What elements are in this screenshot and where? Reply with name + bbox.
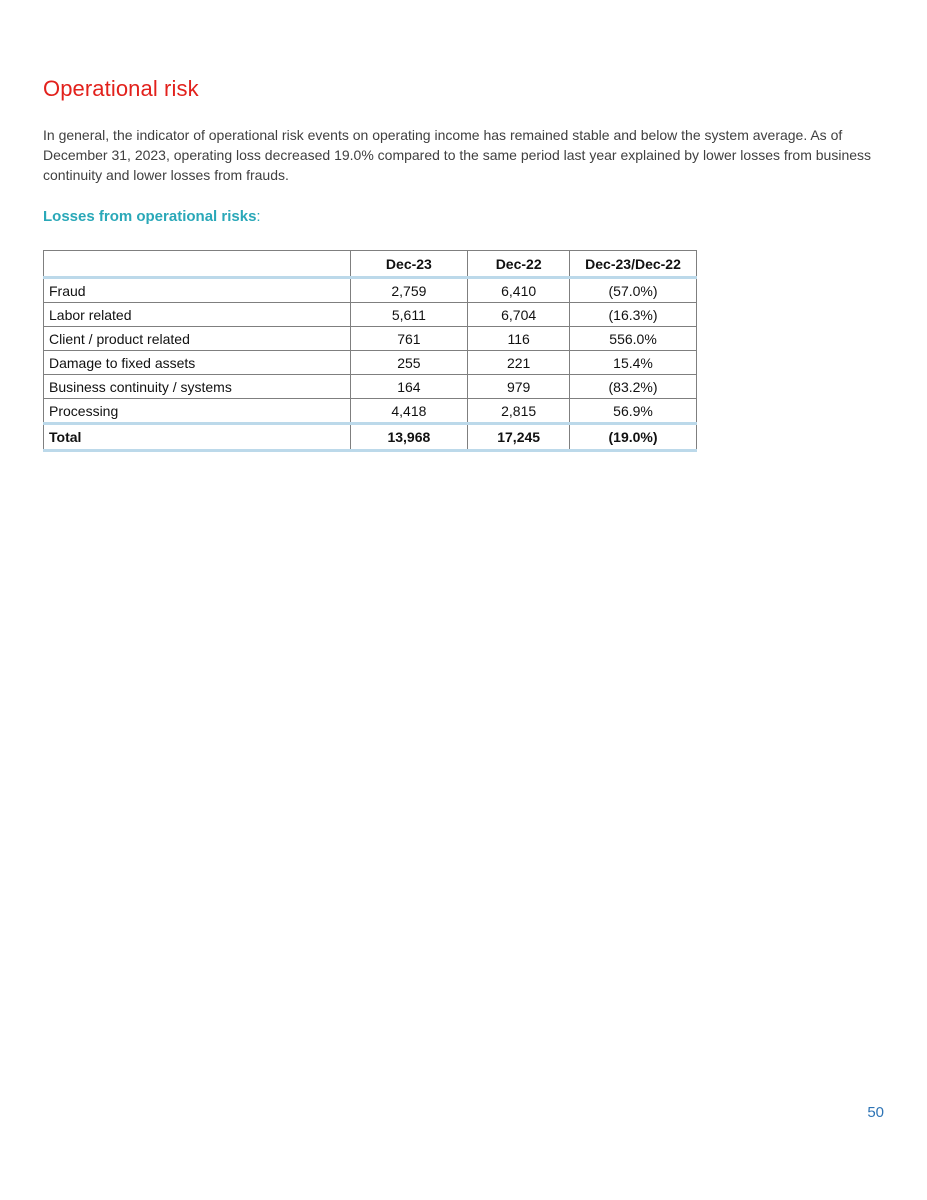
row-dec22: 6,410 bbox=[468, 278, 570, 303]
row-change: (83.2%) bbox=[570, 375, 697, 399]
row-label: Client / product related bbox=[44, 327, 351, 351]
row-dec23: 255 bbox=[350, 351, 468, 375]
table-row bbox=[44, 351, 697, 375]
table-heading-text: Losses from operational risks bbox=[43, 208, 257, 225]
row-change: (57.0%) bbox=[570, 278, 697, 303]
row-dec22: 6,704 bbox=[468, 303, 570, 327]
table-row bbox=[44, 375, 697, 399]
header-blank-cell bbox=[44, 251, 351, 278]
total-dec22: 17,245 bbox=[468, 424, 570, 451]
table-row bbox=[44, 399, 697, 424]
header-variation: Dec-23/Dec-22 bbox=[570, 251, 697, 278]
table-row bbox=[44, 278, 697, 303]
table-heading-colon: : bbox=[256, 208, 261, 225]
row-dec22: 116 bbox=[468, 327, 570, 351]
row-change: (16.3%) bbox=[570, 303, 697, 327]
table-row bbox=[44, 327, 697, 351]
row-label: Processing bbox=[44, 399, 351, 424]
row-label: Fraud bbox=[44, 278, 351, 303]
table-row bbox=[44, 303, 697, 327]
intro-paragraph: In general, the indicator of operational risk events on operating income has remained stable and below the system average. As of December 31, 2023, operating loss decreased 19.0% compared to the same period last year explained by lower losses from business continuity and lower losses from frauds. bbox=[43, 127, 872, 183]
operational-losses-table bbox=[43, 250, 697, 452]
row-label: Damage to fixed assets bbox=[44, 351, 351, 375]
total-change: (19.0%) bbox=[570, 424, 697, 451]
section-title: Operational risk bbox=[43, 76, 199, 101]
row-dec22: 2,815 bbox=[468, 399, 570, 424]
row-dec23: 761 bbox=[350, 327, 468, 351]
row-label: Labor related bbox=[44, 303, 351, 327]
header-dec22: Dec-22 bbox=[468, 251, 570, 278]
row-dec23: 2,759 bbox=[350, 278, 468, 303]
row-dec23: 5,611 bbox=[350, 303, 468, 327]
page-number: 50 bbox=[867, 1104, 884, 1121]
header-dec23: Dec-23 bbox=[350, 251, 468, 278]
total-label: Total bbox=[44, 424, 351, 451]
row-change: 15.4% bbox=[570, 351, 697, 375]
table-total-row bbox=[44, 424, 697, 451]
table-header-row bbox=[44, 251, 697, 278]
row-dec23: 164 bbox=[350, 375, 468, 399]
row-dec22: 221 bbox=[468, 351, 570, 375]
row-change: 556.0% bbox=[570, 327, 697, 351]
total-dec23: 13,968 bbox=[350, 424, 468, 451]
row-dec23: 4,418 bbox=[350, 399, 468, 424]
row-change: 56.9% bbox=[570, 399, 697, 424]
row-label: Business continuity / systems bbox=[44, 375, 351, 399]
table-heading bbox=[43, 208, 261, 225]
row-dec22: 979 bbox=[468, 375, 570, 399]
